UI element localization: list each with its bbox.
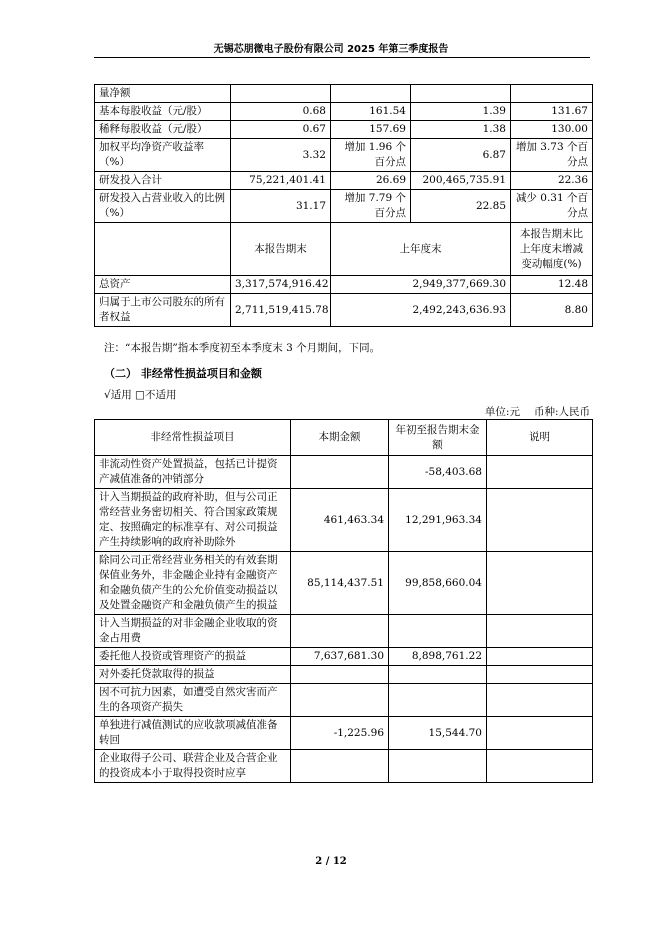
- current-amount: [291, 615, 389, 648]
- table-row: [95, 750, 593, 783]
- non-recurring-items-table: [94, 419, 593, 783]
- item-label: 委托他人投资或管理资产的损益: [95, 648, 291, 666]
- current-amount: [291, 684, 389, 717]
- table-row: [95, 666, 593, 684]
- page-number: 2 / 12: [315, 856, 347, 867]
- table-row: [95, 552, 593, 615]
- value-cell: 1.39: [411, 103, 511, 121]
- value-cell: 增加 7.79 个百分点: [331, 190, 411, 223]
- row-label: 总资产: [95, 276, 231, 294]
- header-note: 说明: [487, 420, 593, 456]
- item-label: 单独进行减值测试的应收款项减值准备转回: [95, 717, 291, 750]
- table-row: [95, 717, 593, 750]
- header-rule: [94, 57, 590, 58]
- value-cell: 2,711,519,415.78: [231, 294, 331, 327]
- item-note: [487, 750, 593, 783]
- table-header-row: [95, 420, 593, 456]
- unit-label: 单位:元: [484, 406, 520, 418]
- current-amount: [291, 456, 389, 489]
- item-label: 计入当期损益的政府补助，但与公司正常经营业务密切相关、符合国家政策规定、按照确定的标准享有、对公司损益产生持续影响的政府补助除外: [95, 489, 291, 552]
- value-cell: 3.32: [231, 139, 331, 172]
- table-row: [95, 276, 593, 294]
- value-cell: 75,221,401.41: [231, 172, 331, 190]
- table-row: [95, 103, 593, 121]
- item-note: [487, 456, 593, 489]
- item-note: [487, 615, 593, 648]
- ytd-amount: 99,858,660.04: [389, 552, 487, 615]
- item-note: [487, 552, 593, 615]
- ytd-amount: 8,898,761.22: [389, 648, 487, 666]
- table-row: [95, 489, 593, 552]
- item-label: 企业取得子公司、联营企业及合营企业的投资成本小于取得投资时应享: [95, 750, 291, 783]
- item-label: 除同公司正常经营业务相关的有效套期保值业务外，非金融企业持有金融资产和金融负债产生的公允价值变动损益以及处置金融资产和金融负债产生的损益: [95, 552, 291, 615]
- ytd-amount: [389, 666, 487, 684]
- item-label: 非流动性资产处置损益，包括已计提资产减值准备的冲销部分: [95, 456, 291, 489]
- ytd-amount: [389, 750, 487, 783]
- balance-subheader-row: [95, 223, 593, 276]
- value-cell: 130.00: [511, 121, 593, 139]
- row-label: 量净额: [95, 85, 231, 103]
- ytd-amount: [389, 615, 487, 648]
- table-row: [95, 121, 593, 139]
- item-note: [487, 717, 593, 750]
- current-amount: 85,114,437.51: [291, 552, 389, 615]
- row-label: 加权平均净资产收益率（%）: [95, 139, 231, 172]
- value-cell: 12.48: [511, 276, 593, 294]
- row-label: 研发投入占营业收入的比例（%）: [95, 190, 231, 223]
- item-label: 因不可抗力因素，如遭受自然灾害而产生的各项资产损失: [95, 684, 291, 717]
- unit-line: [471, 404, 590, 419]
- item-note: [487, 684, 593, 717]
- value-cell: 增加 1.96 个百分点: [331, 139, 411, 172]
- currency-label: 币种:人民币: [533, 406, 590, 418]
- current-amount: [291, 666, 389, 684]
- value-cell: 2,492,243,636.93: [331, 294, 511, 327]
- current-amount: -1,225.96: [291, 717, 389, 750]
- value-cell: 157.69: [331, 121, 411, 139]
- value-cell: 26.69: [331, 172, 411, 190]
- value-cell: 8.80: [511, 294, 593, 327]
- header-current: 本期金额: [291, 420, 389, 456]
- current-amount: 461,463.34: [291, 489, 389, 552]
- item-label: 计入当期损益的对非金融企业收取的资金占用费: [95, 615, 291, 648]
- applicable-indicator: √适用 □不适用: [104, 389, 177, 401]
- blank-cell: [95, 223, 231, 276]
- table-row: [95, 172, 593, 190]
- value-cell: [511, 85, 593, 103]
- table-row: [95, 648, 593, 666]
- item-label: 对外委托贷款取得的损益: [95, 666, 291, 684]
- section-title: （二） 非经常性损益项目和金额: [104, 367, 262, 380]
- subheader-current-period-end: 本报告期末: [231, 223, 331, 276]
- current-amount: 7,637,681.30: [291, 648, 389, 666]
- value-cell: 0.67: [231, 121, 331, 139]
- subheader-change-pct: 本报告期末比上年度末增减变动幅度(%): [511, 223, 593, 276]
- table-row: [95, 139, 593, 172]
- row-label: 归属于上市公司股东的所有者权益: [95, 294, 231, 327]
- table-row: [95, 456, 593, 489]
- subheader-prior-year-end: 上年度末: [331, 223, 511, 276]
- ytd-amount: [389, 684, 487, 717]
- value-cell: 31.17: [231, 190, 331, 223]
- header-ytd: 年初至报告期末金额: [389, 420, 487, 456]
- page-header: 无锡芯朋微电子股份有限公司 2025 年第三季度报告: [213, 44, 449, 55]
- value-cell: 22.85: [411, 190, 511, 223]
- table-row: [95, 684, 593, 717]
- value-cell: 3,317,574,916.42: [231, 276, 331, 294]
- table-row: [95, 85, 593, 103]
- value-cell: 减少 0.31 个百分点: [511, 190, 593, 223]
- value-cell: 161.54: [331, 103, 411, 121]
- financial-indicators-table: [94, 84, 593, 327]
- ytd-amount: 15,544.70: [389, 717, 487, 750]
- row-label: 研发投入合计: [95, 172, 231, 190]
- value-cell: 2,949,377,669.30: [331, 276, 511, 294]
- table-note: 注：“本报告期”指本季度初至本季度末 3 个月期间，下同。: [104, 342, 381, 354]
- value-cell: 增加 3.73 个百分点: [511, 139, 593, 172]
- table-row: [95, 615, 593, 648]
- value-cell: 1.38: [411, 121, 511, 139]
- value-cell: 131.67: [511, 103, 593, 121]
- value-cell: [231, 85, 331, 103]
- ytd-amount: -58,403.68: [389, 456, 487, 489]
- value-cell: [331, 85, 411, 103]
- header-item: 非经常性损益项目: [95, 420, 291, 456]
- ytd-amount: 12,291,963.34: [389, 489, 487, 552]
- value-cell: 200,465,735.91: [411, 172, 511, 190]
- value-cell: 22.36: [511, 172, 593, 190]
- value-cell: 0.68: [231, 103, 331, 121]
- item-note: [487, 648, 593, 666]
- item-note: [487, 489, 593, 552]
- table-row: [95, 190, 593, 223]
- current-amount: [291, 750, 389, 783]
- value-cell: 6.87: [411, 139, 511, 172]
- row-label: 稀释每股收益（元/股）: [95, 121, 231, 139]
- table-row: [95, 294, 593, 327]
- value-cell: [411, 85, 511, 103]
- row-label: 基本每股收益（元/股）: [95, 103, 231, 121]
- item-note: [487, 666, 593, 684]
